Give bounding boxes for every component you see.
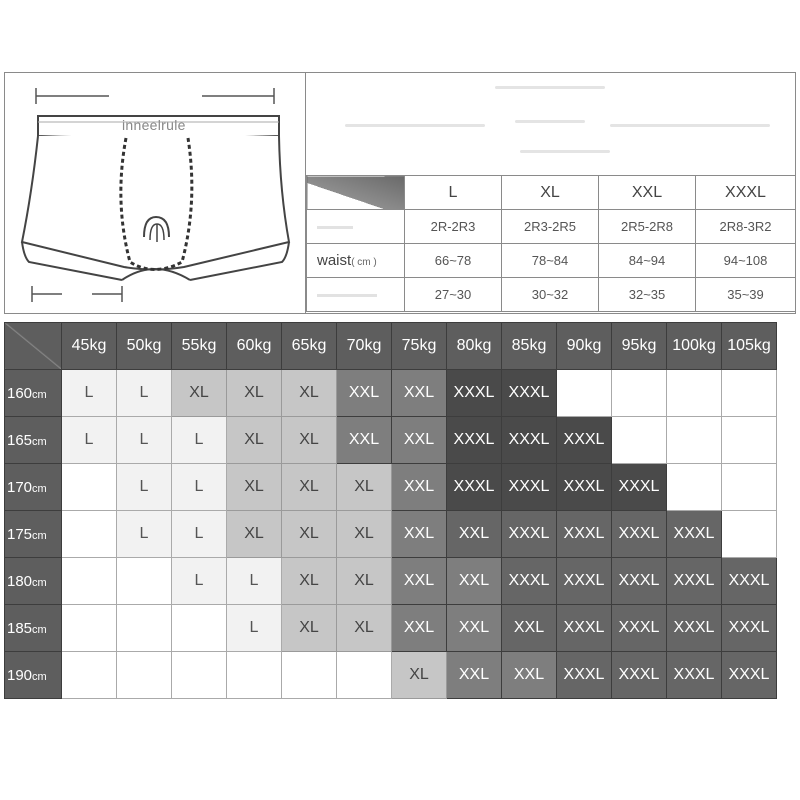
- size-cell: XXL: [392, 511, 447, 558]
- weight-header-75kg: 75kg: [392, 323, 447, 370]
- size-cell: XXXL: [557, 652, 612, 699]
- waist-label: waist: [317, 252, 352, 269]
- fourth-xxxl: 35~39: [696, 278, 796, 312]
- height-value: 190: [7, 666, 33, 684]
- size-cell: [667, 417, 722, 464]
- fourth-xl: 30~32: [502, 278, 599, 312]
- size-cell: L: [117, 511, 172, 558]
- size-header-row: [307, 176, 796, 210]
- height-value: 185: [7, 619, 33, 637]
- height-label: [5, 511, 62, 558]
- waist-row: [307, 244, 796, 278]
- size-cell: XL: [227, 511, 282, 558]
- size-cell: XXXL: [447, 370, 502, 417]
- fourth-xxl: 32~35: [599, 278, 696, 312]
- size-cell: XXXL: [667, 558, 722, 605]
- fourth-l: 27~30: [405, 278, 502, 312]
- size-cell: XXXL: [447, 417, 502, 464]
- size-cell: XXXL: [502, 417, 557, 464]
- height-value: 175: [7, 525, 33, 543]
- size-cell: [117, 605, 172, 652]
- size-cell: XXL: [447, 558, 502, 605]
- faded-header-text: [310, 76, 790, 174]
- weight-header-100kg: 100kg: [667, 323, 722, 370]
- height-unit: cm: [32, 482, 47, 495]
- size-cell: L: [117, 464, 172, 511]
- size-cell: XXXL: [612, 511, 667, 558]
- size-cell: [172, 605, 227, 652]
- size-cell: XL: [337, 558, 392, 605]
- size-table-corner: [307, 176, 405, 210]
- weight-header-50kg: 50kg: [117, 323, 172, 370]
- size-cell: XXL: [392, 370, 447, 417]
- height-unit: cm: [32, 623, 47, 636]
- height-value: 180: [7, 572, 33, 590]
- size-cell: [117, 558, 172, 605]
- weight-header-105kg: 105kg: [722, 323, 777, 370]
- size-cell: XXXL: [502, 511, 557, 558]
- weight-header-45kg: 45kg: [62, 323, 117, 370]
- size-cell: XXXL: [667, 511, 722, 558]
- size-cell: XL: [282, 464, 337, 511]
- size-cell: XL: [282, 511, 337, 558]
- size-cell: XXXL: [612, 558, 667, 605]
- size-cell: [227, 652, 282, 699]
- waist-l: 66~78: [405, 244, 502, 278]
- size-cell: XXXL: [612, 464, 667, 511]
- size-cell: [117, 652, 172, 699]
- size-cell: [722, 464, 777, 511]
- size-cell: XXXL: [502, 558, 557, 605]
- height-label: [5, 605, 62, 652]
- weight-header-70kg: 70kg: [337, 323, 392, 370]
- height-unit: cm: [32, 529, 47, 542]
- waist-xxl: 84~94: [599, 244, 696, 278]
- size-cell: XXL: [502, 652, 557, 699]
- height-label: [5, 370, 62, 417]
- size-cell: L: [172, 558, 227, 605]
- size-cell: [62, 652, 117, 699]
- size-cell: [62, 605, 117, 652]
- size-cell: XXL: [337, 370, 392, 417]
- size-cell: XXXL: [722, 558, 777, 605]
- size-cell: XXL: [447, 511, 502, 558]
- size-cell: XL: [337, 464, 392, 511]
- height-label: [5, 417, 62, 464]
- size-cell: XL: [227, 417, 282, 464]
- size-cell: XL: [337, 511, 392, 558]
- size-cell: XXL: [447, 652, 502, 699]
- height-row-180: [5, 558, 777, 605]
- size-cell: L: [117, 370, 172, 417]
- size-cell: [612, 417, 667, 464]
- size-cell: L: [172, 464, 227, 511]
- height-row-175: [5, 511, 777, 558]
- size-cell: XXL: [337, 417, 392, 464]
- size-cell: [282, 652, 337, 699]
- height-weight-size-grid: [4, 322, 777, 699]
- weight-header-95kg: 95kg: [612, 323, 667, 370]
- hip-row-label: [307, 210, 405, 244]
- height-unit: cm: [32, 435, 47, 448]
- size-cell: XXXL: [502, 370, 557, 417]
- size-measurement-table: [306, 175, 796, 312]
- size-cell: L: [227, 605, 282, 652]
- height-row-165: [5, 417, 777, 464]
- size-cell: [337, 652, 392, 699]
- size-cell: L: [62, 417, 117, 464]
- size-col-xxxl: XXXL: [696, 176, 796, 210]
- size-cell: XXXL: [722, 652, 777, 699]
- size-cell: [62, 511, 117, 558]
- size-cell: XXL: [392, 417, 447, 464]
- size-cell: XXXL: [557, 558, 612, 605]
- weight-header-60kg: 60kg: [227, 323, 282, 370]
- size-cell: L: [227, 558, 282, 605]
- underwear-illustration: [4, 72, 306, 314]
- size-cell: XXXL: [557, 605, 612, 652]
- size-cell: [62, 464, 117, 511]
- weight-header-90kg: 90kg: [557, 323, 612, 370]
- size-cell: [612, 370, 667, 417]
- height-row-160: [5, 370, 777, 417]
- height-value: 165: [7, 431, 33, 449]
- size-cell: [722, 511, 777, 558]
- fourth-row: [307, 278, 796, 312]
- boxer-brief-drawing: [4, 72, 306, 314]
- hip-xxl: 2R5-2R8: [599, 210, 696, 244]
- size-cell: XL: [282, 558, 337, 605]
- size-cell: L: [117, 417, 172, 464]
- size-cell: XXXL: [557, 417, 612, 464]
- size-cell: XXXL: [557, 464, 612, 511]
- size-cell: XXXL: [557, 511, 612, 558]
- size-cell: XXXL: [612, 652, 667, 699]
- size-col-l: L: [405, 176, 502, 210]
- weight-header-row: [5, 323, 777, 370]
- hip-l: 2R-2R3: [405, 210, 502, 244]
- size-cell: [722, 417, 777, 464]
- size-cell: XXXL: [667, 652, 722, 699]
- size-cell: [62, 558, 117, 605]
- brand-label: inneelrule: [122, 117, 186, 133]
- size-cell: [557, 370, 612, 417]
- size-cell: XXXL: [667, 605, 722, 652]
- fourth-row-label: [307, 278, 405, 312]
- size-cell: XL: [227, 370, 282, 417]
- size-col-xl: XL: [502, 176, 599, 210]
- height-value: 160: [7, 384, 33, 402]
- height-label: [5, 558, 62, 605]
- size-cell: [667, 370, 722, 417]
- size-cell: L: [62, 370, 117, 417]
- waist-xl: 78~84: [502, 244, 599, 278]
- height-unit: cm: [32, 670, 47, 683]
- size-cell: XL: [337, 605, 392, 652]
- size-cell: XXL: [447, 605, 502, 652]
- size-cell: XL: [282, 370, 337, 417]
- size-cell: XXL: [502, 605, 557, 652]
- size-cell: XXXL: [722, 605, 777, 652]
- weight-header-65kg: 65kg: [282, 323, 337, 370]
- size-cell: [172, 652, 227, 699]
- waist-unit: ( cm ): [351, 257, 377, 268]
- size-cell: XL: [282, 417, 337, 464]
- size-cell: XXL: [392, 605, 447, 652]
- size-cell: [722, 370, 777, 417]
- height-row-185: [5, 605, 777, 652]
- waist-row-label: [307, 244, 405, 278]
- size-cell: [667, 464, 722, 511]
- size-cell: XXXL: [502, 464, 557, 511]
- grid-corner: [5, 323, 62, 370]
- size-cell: XL: [282, 605, 337, 652]
- height-unit: cm: [32, 388, 47, 401]
- height-unit: cm: [32, 576, 47, 589]
- weight-header-55kg: 55kg: [172, 323, 227, 370]
- size-col-xxl: XXL: [599, 176, 696, 210]
- hip-row: [307, 210, 796, 244]
- size-cell: XL: [172, 370, 227, 417]
- height-row-190: [5, 652, 777, 699]
- weight-header-85kg: 85kg: [502, 323, 557, 370]
- weight-header-80kg: 80kg: [447, 323, 502, 370]
- size-cell: XXXL: [447, 464, 502, 511]
- height-label: [5, 652, 62, 699]
- height-label: [5, 464, 62, 511]
- size-cell: XXL: [392, 464, 447, 511]
- size-cell: L: [172, 417, 227, 464]
- height-value: 170: [7, 478, 33, 496]
- size-cell: XL: [227, 464, 282, 511]
- hip-xxxl: 2R8-3R2: [696, 210, 796, 244]
- size-cell: XL: [392, 652, 447, 699]
- hip-xl: 2R3-2R5: [502, 210, 599, 244]
- height-row-170: [5, 464, 777, 511]
- size-cell: XXL: [392, 558, 447, 605]
- size-cell: XXXL: [612, 605, 667, 652]
- size-cell: L: [172, 511, 227, 558]
- waist-xxxl: 94~108: [696, 244, 796, 278]
